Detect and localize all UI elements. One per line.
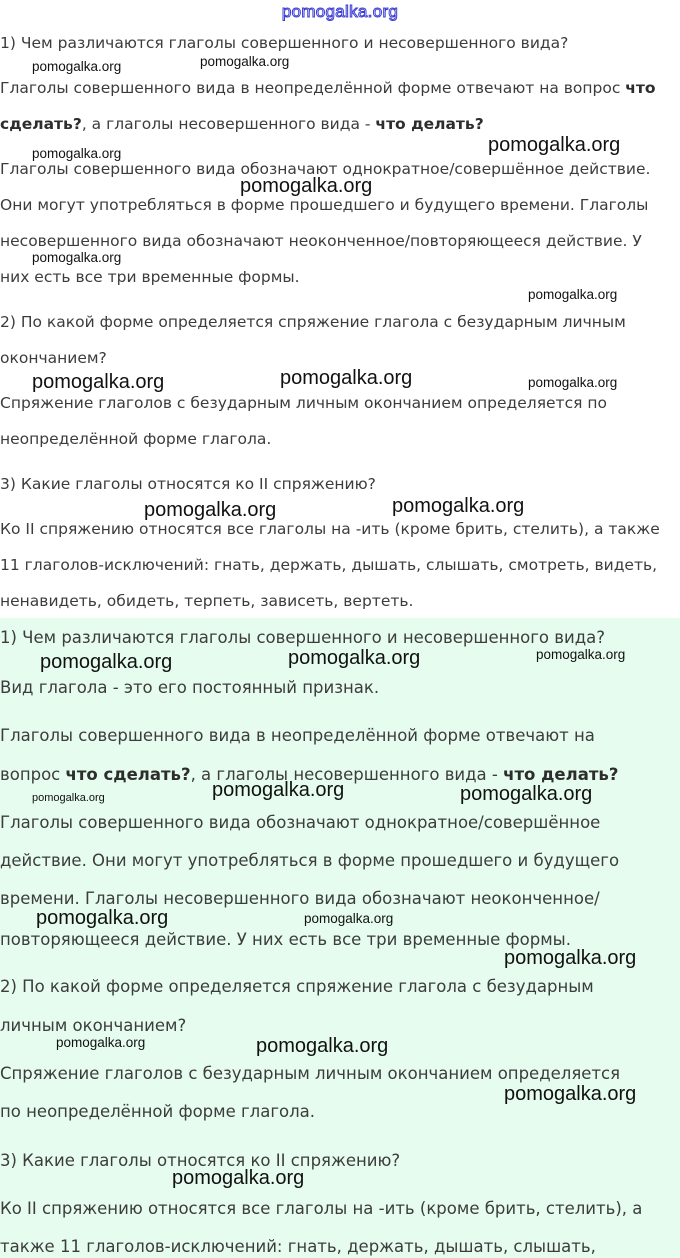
answer-3-line-3: ненавидеть, обидеть, терпеть, зависеть, вертеть. [0,592,414,610]
watermark: pomogalka.org [256,1035,389,1057]
answer-1-alt-line-3: Глаголы совершенного вида обозначают однократное/совершённое [0,813,601,832]
watermark: pomogalka.org [280,367,413,389]
answer-2-alt-line-2: по неопределённой форме глагола. [0,1102,315,1121]
watermark: pomogalka.org [504,1083,637,1105]
answer-1-line-4: Они могут употребляться в форме прошедшего и будущего времени. Глаголы [0,196,649,214]
watermark: pomogalka.org [32,250,122,265]
watermark: pomogalka.org [288,647,421,669]
answer-2-alt-line-1: Спряжение глаголов с безударным личным окончанием определяется [0,1064,620,1083]
watermark: pomogalka.org [304,911,394,926]
watermark: pomogalka.org [144,499,277,521]
answer-3-alt-line-1: Ко II спряжению относятся все глаголы на -ить (кроме брить, стелить), а [0,1199,643,1218]
watermark: pomogalka.org [504,947,637,969]
watermark: pomogalka.org [172,1167,305,1189]
answer-1-alt-line-4: действие. Они могут употребляться в форме прошедшего и будущего [0,851,620,870]
answer-2-line-2: неопределённой форме глагола. [0,430,272,448]
answer-1-line-6: них есть все три временные формы. [0,268,300,286]
answer-1-line-5: несовершенного вида обозначают неоконченное/повторяющееся действие. У [0,232,642,250]
watermark: pomogalka.org [392,495,525,517]
answer-1-alt-line-6: повторяющееся действие. У них есть все три временные формы. [0,930,571,949]
question-3-alt: 3) Какие глаголы относятся ко II спряжению? [0,1151,401,1170]
watermark: pomogalka.org [240,175,373,197]
question-2-alt-line-2: личным окончанием? [0,1016,187,1035]
answer-1-alt-line-5: времени. Глаголы несовершенного вида обозначают неоконченное/ [0,889,600,908]
watermark: pomogalka.org [40,651,173,673]
question-2-line-1: 2) По какой форме определяется спряжение глагола с безударным личным [0,313,626,331]
question-3: 3) Какие глаголы относятся ко II спряжению? [0,475,376,493]
watermark: pomogalka.org [212,779,345,801]
watermark: pomogalka.org [56,1035,146,1050]
answer-1-alt-paragraph-1: Вид глагола - это его постоянный признак. [0,678,380,697]
answer-1-line-2: сделать?, а глаголы несовершенного вида - что делать? [0,115,484,133]
watermark: pomogalka.org [200,54,290,69]
answer-1-line-1: Глаголы совершенного вида в неопределённой форме отвечают на вопрос что [0,79,656,97]
watermark: pomogalka.org [460,783,593,805]
question-2-alt-line-1: 2) По какой форме определяется спряжение глагола с безударным [0,977,594,996]
answer-3-line-2: 11 глаголов-исключений: гнать, держать, дышать, слышать, смотреть, видеть, [0,556,658,574]
question-1: 1) Чем различаются глаголы совершенного и несовершенного вида? [0,34,569,52]
answer-1-line-3: Глаголы совершенного вида обозначают однократное/совершённое действие. [0,160,651,178]
answer-3-line-1: Ко II спряжению относятся все глаголы на -ить (кроме брить, стелить), а также [0,520,660,538]
watermark: pomogalka.org [32,792,105,804]
question-1-alt: 1) Чем различаются глаголы совершенного и несовершенного вида? [0,628,605,647]
answer-1-alt-line-2: вопрос что сделать?, а глаголы несовершенного вида - что делать? [0,765,619,784]
watermark: pomogalka.org [536,647,626,662]
question-2-line-2: окончанием? [0,349,107,367]
watermark: pomogalka.org [488,134,621,156]
site-title[interactable]: pomogalka.org [281,2,399,21]
watermark: pomogalka.org [36,907,169,929]
watermark: pomogalka.org [32,146,122,161]
watermark: pomogalka.org [528,375,618,390]
answer-1-alt-line-1: Глаголы совершенного вида в неопределённой форме отвечают на [0,726,595,745]
watermark: pomogalka.org [528,287,618,302]
answer-3-alt-line-2: также 11 глаголов-исключений: гнать, держать, дышать, слышать, [0,1237,596,1256]
answer-2-line-1: Спряжение глаголов с безударным личным окончанием определяется по [0,394,607,412]
watermark: pomogalka.org [32,371,165,393]
watermark: pomogalka.org [32,59,122,74]
